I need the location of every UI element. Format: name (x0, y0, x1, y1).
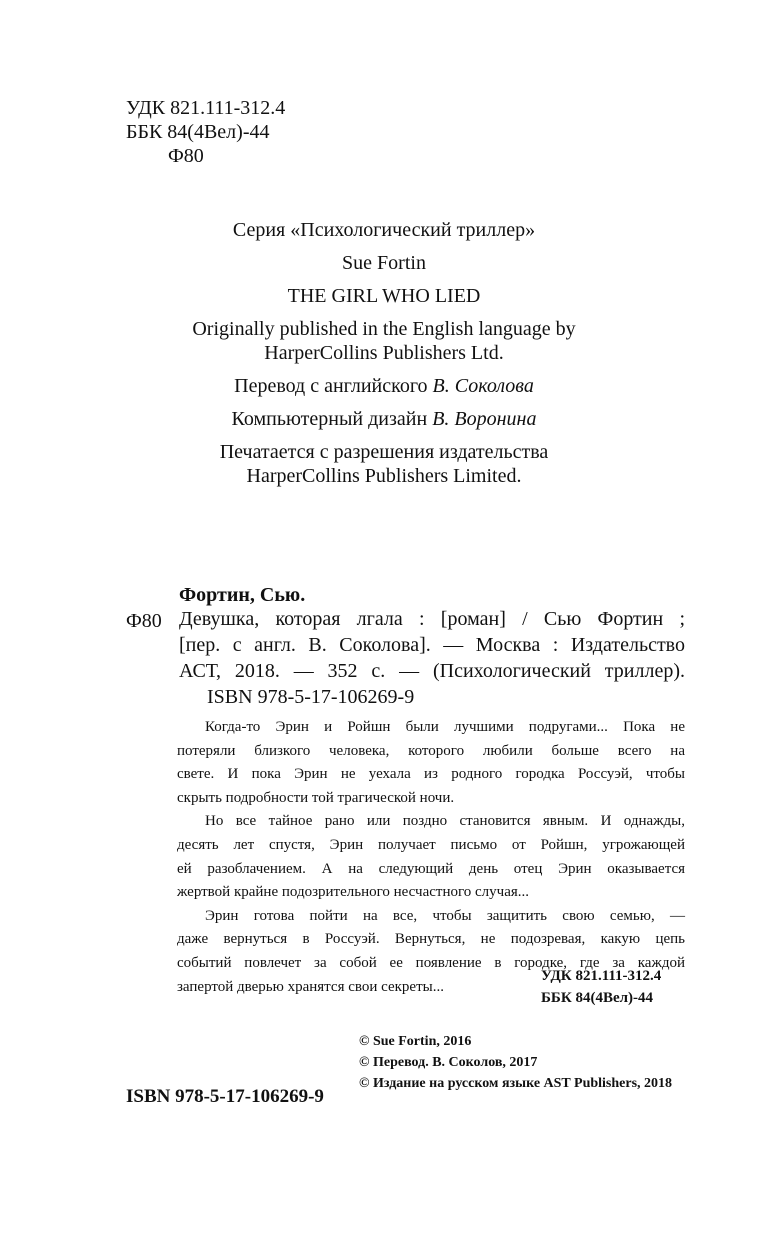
original-title-line (0, 284, 768, 308)
annotation-paragraph-2 (177, 810, 685, 904)
annotation-paragraph-1 (177, 716, 685, 810)
annotation (177, 716, 685, 999)
original-title: THE GIRL WHO LIED (287, 285, 481, 307)
author-line (0, 251, 768, 275)
series-title: Серия «Психологический триллер» (232, 219, 536, 241)
annotation-line: запертой дверью хранятся свои секреты... (177, 978, 444, 995)
author-mark-code: Ф80 (168, 145, 204, 167)
published-line-2: HarperCollins Publishers Ltd. (264, 342, 504, 364)
series-line (0, 218, 768, 242)
publisher-notice (0, 317, 768, 365)
permission-line-1: Печатается с разрешения издательства (219, 441, 549, 463)
annotation-udk: УДК 821.111-312.4 (541, 968, 662, 984)
design-label: Компьютерный дизайн (231, 408, 428, 430)
annotation-classification (541, 965, 661, 1009)
bibliographic-author-heading: Фортин, Сью. (179, 584, 306, 606)
copyright-line-2: © Перевод. В. Соколов, 2017 (359, 1055, 538, 1070)
annotation-line: событий повлечет за собой ее появление в городке, где за каждой (177, 954, 685, 971)
annotation-line: жертвой крайне подозрительного несчастного случая... (177, 884, 530, 901)
bibliographic-code: Ф80 (126, 610, 162, 632)
annotation-line: свете. И пока Эрин не уехала из родного городка Россуэй, чтобы (177, 766, 685, 783)
annotation-line: десять лет спустя, Эрин получает письмо от Ройшн, угрожающей (177, 836, 685, 853)
copyright-line-3: © Издание на русском языке AST Publishers, 2018 (359, 1076, 673, 1091)
annotation-line: даже вернуться в Россуэй. Вернуться, не подозревая, какую цепь (177, 931, 685, 948)
permission-notice (0, 440, 768, 488)
translation-credit (0, 374, 768, 398)
bibliographic-record (179, 606, 685, 684)
isbn-footer: ISBN 978-5-17-106269-9 (126, 1086, 324, 1107)
design-credit (0, 407, 768, 431)
permission-line-2: HarperCollins Publishers Limited. (246, 465, 522, 487)
annotation-line: скрыть подробности той трагической ночи. (177, 789, 455, 806)
annotation-line: Но все тайное рано или поздно становится явным. И однажды, (205, 813, 685, 830)
author-name: Sue Fortin (342, 252, 426, 274)
credits-block (0, 218, 768, 497)
classification-header (126, 96, 285, 168)
udk-code: УДК 821.111-312.4 (126, 97, 286, 119)
published-line-1: Originally published in the English language by (192, 318, 576, 340)
annotation-line: ей разоблачением. А на следующий день отец Эрин оказывается (177, 860, 685, 877)
annotation-bbk: ББК 84(4Вел)-44 (541, 990, 654, 1006)
copyright-line-1: © Sue Fortin, 2016 (359, 1034, 472, 1049)
bibliographic-isbn: ISBN 978-5-17-106269-9 (207, 686, 415, 708)
bbk-code: ББК 84(4Вел)-44 (126, 121, 270, 143)
translator-name: В. Соколова (432, 375, 534, 397)
annotation-line: Когда-то Эрин и Ройшн были лучшими подругами... Пока не (205, 719, 685, 735)
designer-name: В. Воронина (432, 408, 537, 430)
copyright-block (359, 1031, 672, 1094)
bibliographic-line-2: [пер. с англ. В. Соколова]. — Москва : Издательство (179, 634, 685, 656)
annotation-line: Эрин готова пойти на все, чтобы защитить свою семью, — (205, 907, 685, 924)
translation-label: Перевод с английского (234, 375, 428, 397)
bibliographic-line-1: Девушка, которая лгала : [роман] / Сью Фортин ; (179, 608, 685, 630)
annotation-line: потеряли близкого человека, которого любили больше всего на (177, 742, 685, 759)
bibliographic-line-3: АСТ, 2018. — 352 с. — (Психологический триллер). (179, 660, 685, 682)
